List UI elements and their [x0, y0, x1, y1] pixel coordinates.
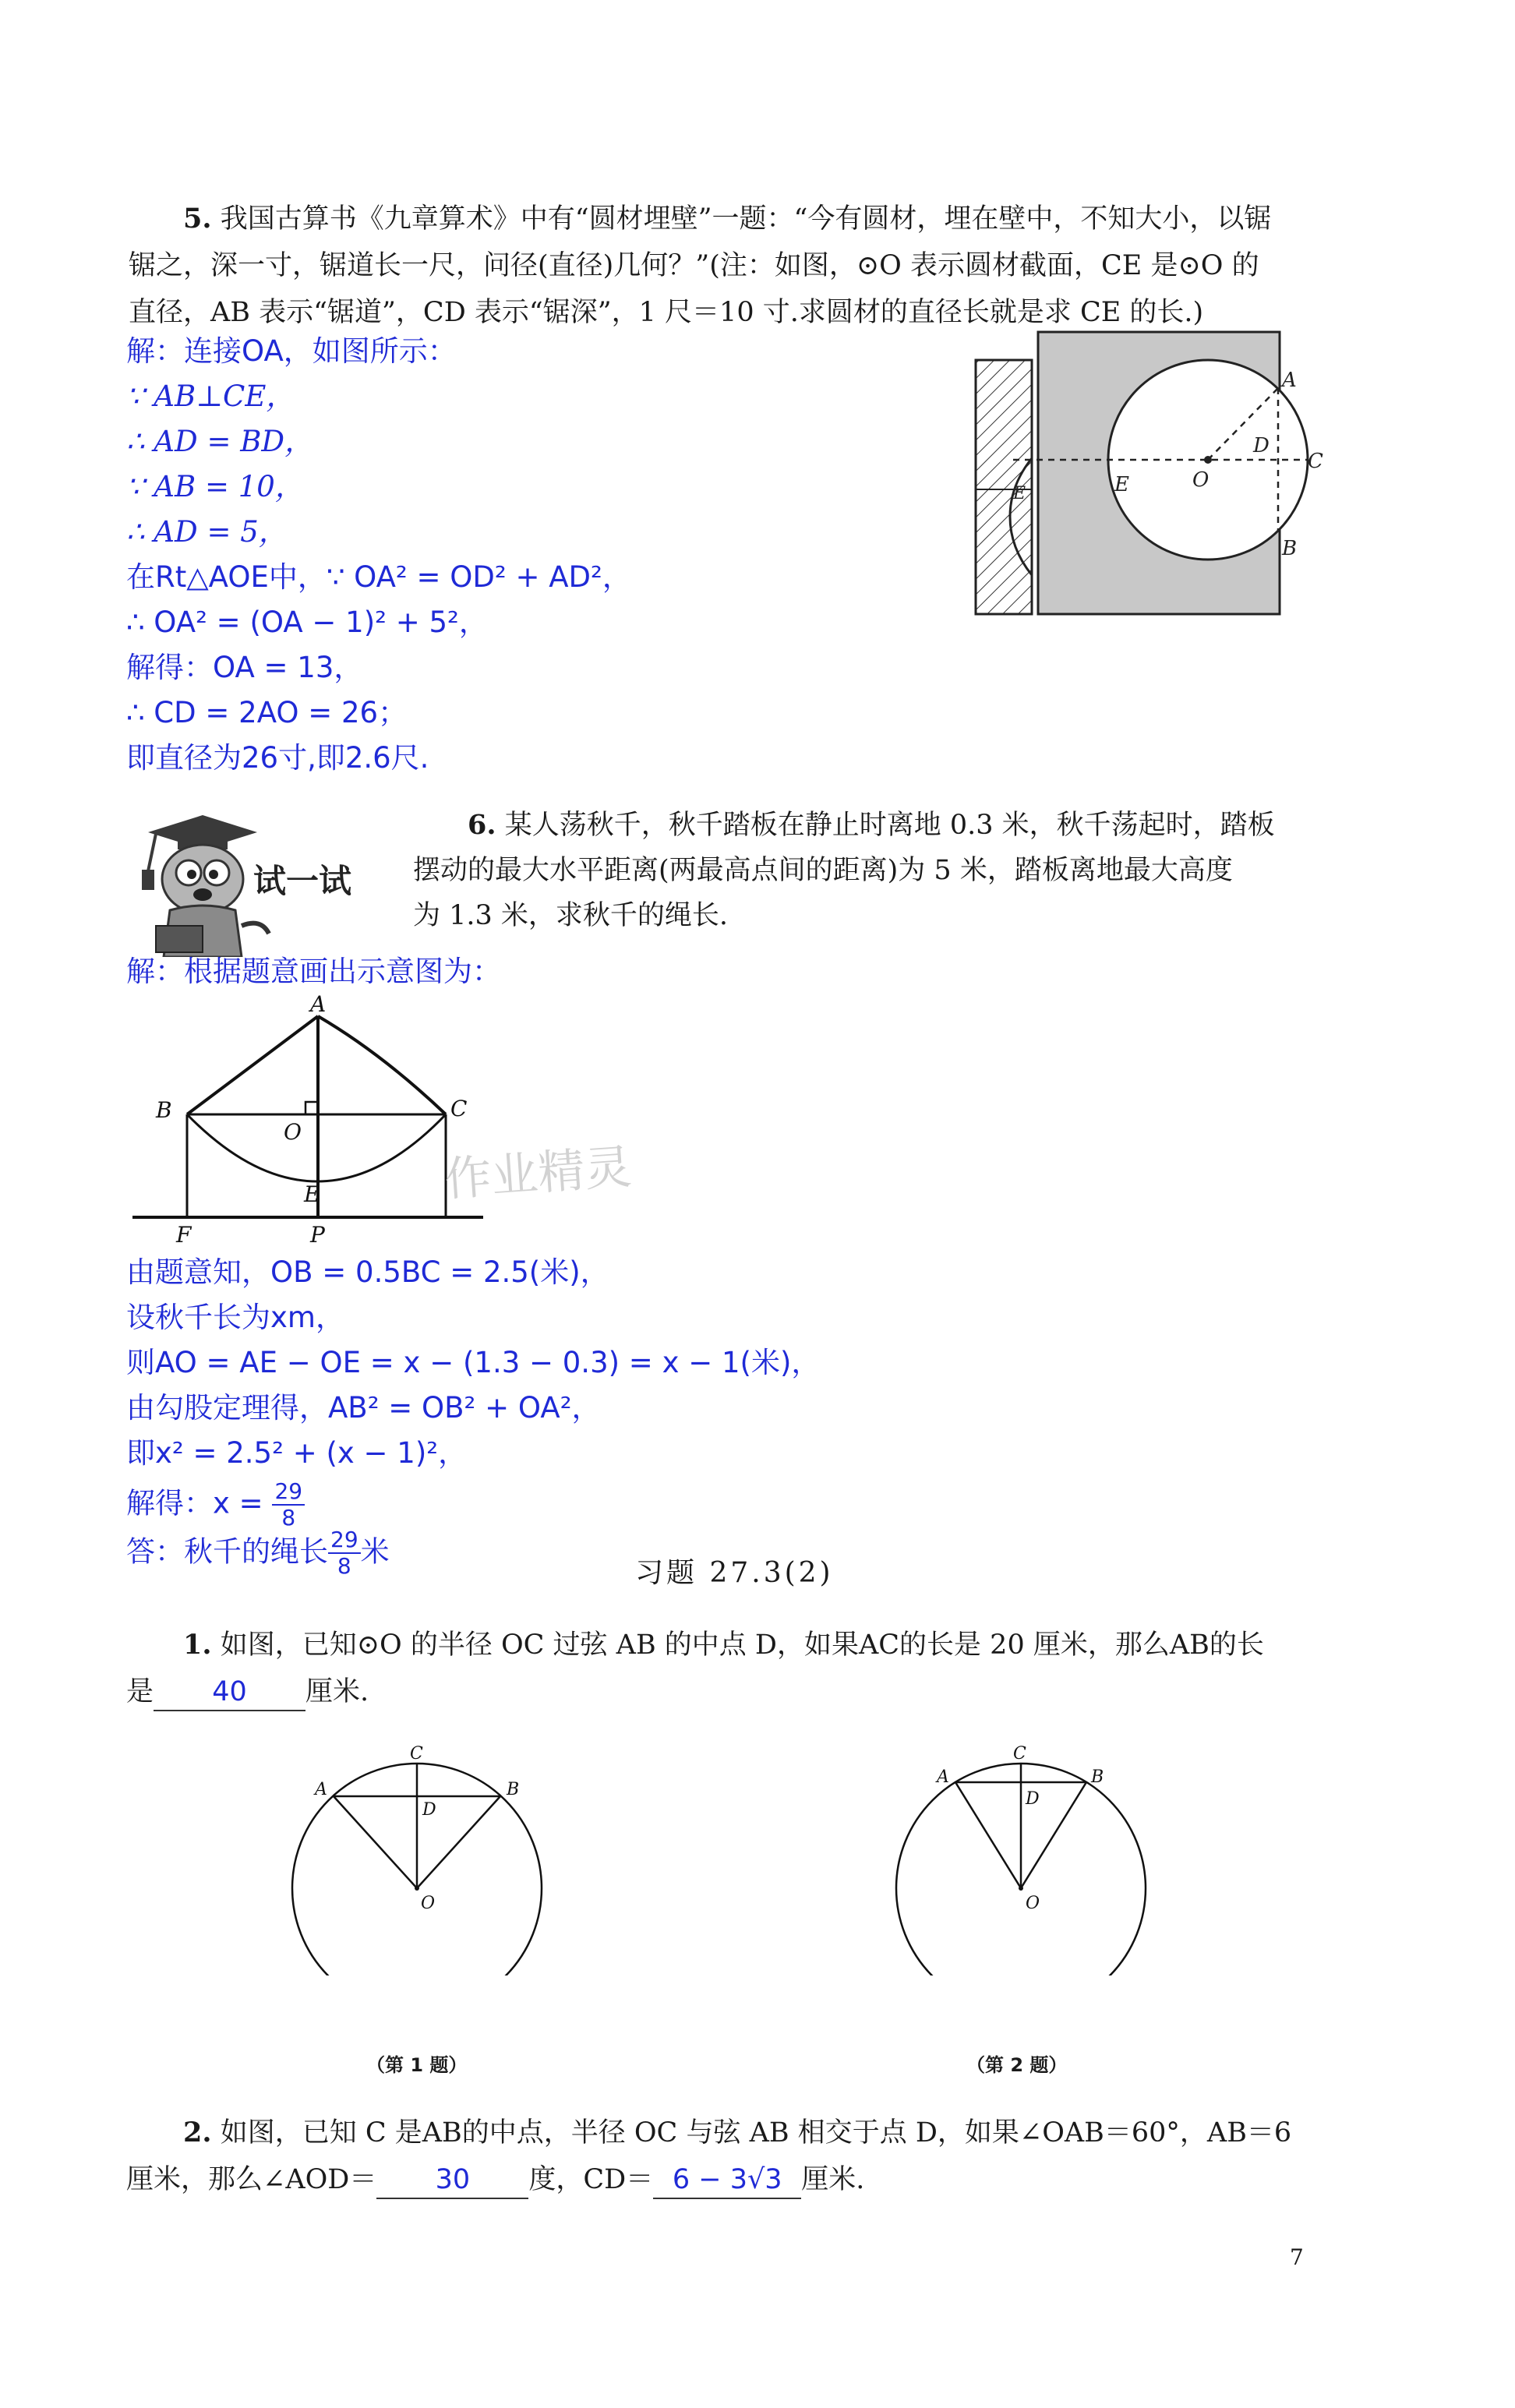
figure-2-caption: （第 2 题） — [966, 2054, 1068, 2076]
section-title: 习题 27.3(2) — [635, 1557, 834, 1589]
problem6-line2: 摆动的最大水平距离(两最高点间的距离)为 5 米，踏板离地最大高度 — [413, 855, 1233, 886]
label-b: B — [1091, 1767, 1104, 1787]
q2-line2: 厘米，那么∠AOD＝ 30 度，CD＝ 6 − 3√3 厘米. — [126, 2157, 864, 2202]
solution-line: 在Rt△AOE中，∵ OA² = OD² + AD²， — [126, 560, 631, 594]
solution-line: 解得：OA = 13， — [126, 651, 363, 684]
label-p: P — [310, 1222, 325, 1248]
solution-line: 设秋千长为xm， — [126, 1301, 344, 1334]
label-e: E — [1114, 473, 1129, 496]
q2-cd-answer-blank[interactable]: 6 − 3√3 — [653, 2162, 801, 2199]
fraction: $\frac{29}{8}$ — [328, 1529, 361, 1577]
swing-figure — [125, 991, 491, 1248]
q1-number: 1. — [183, 1629, 212, 1661]
page-number: 7 — [1290, 2244, 1304, 2270]
label-a: A — [310, 991, 327, 1017]
solution-line: 解：连接OA，如图所示： — [126, 334, 457, 368]
q2-number: 2. — [183, 2117, 212, 2148]
figure-1-caption: （第 1 题） — [366, 2054, 468, 2076]
label-a: A — [1282, 369, 1297, 392]
label-o: O — [284, 1119, 302, 1145]
try-it-badge — [125, 801, 374, 957]
watermark: 作业精灵 — [443, 1139, 634, 1208]
label-b: B — [1282, 537, 1298, 560]
label-o: O — [1192, 468, 1210, 492]
solution-line: ∴ CD = 2AO = 26； — [126, 696, 408, 729]
problem5-line2: 锯之，深一寸，锯道长一尺，问径(直径)几何？”(注：如图，⊙O 表示圆材截面，CE 是⊙O 的 — [129, 250, 1259, 281]
q2-line1: 2. 如图，已知 C 是AB的中点，半径 OC 与弦 AB 相交于点 D，如果∠OAB＝60°，AB＝6 — [183, 2117, 1292, 2148]
label-e: E — [304, 1181, 320, 1207]
figure-2 — [881, 1734, 1161, 1975]
label-f: F — [176, 1222, 192, 1248]
label-c: C — [410, 1744, 423, 1764]
problem5-number: 5. — [183, 203, 212, 235]
problem6-number: 6. — [468, 809, 496, 841]
label-b: B — [156, 1097, 172, 1123]
problem5-line1: 5. 我国古算书《九章算术》中有“圆材埋壁”一题：“今有圆材，埋在壁中，不知大小，以锯 — [183, 203, 1272, 235]
label-a: A — [937, 1767, 949, 1787]
q1-line2: 是 40 厘米. — [126, 1669, 369, 1714]
label-c: C — [450, 1096, 468, 1121]
solution-line: ∴ AD = BD， — [126, 425, 314, 458]
solution-line: ∴ AD = 5， — [126, 515, 288, 549]
label-c: C — [1308, 450, 1323, 473]
solution-line: 即直径为26寸,即2.6尺. — [126, 741, 429, 775]
label-b: B — [507, 1780, 520, 1799]
label-o: O — [421, 1894, 436, 1913]
q1-line1: 1. 如图，已知⊙O 的半径 OC 过弦 AB 的中点 D，如果AC的长是 20 厘米，那么AB的长 — [183, 1629, 1264, 1661]
label-c: C — [1013, 1744, 1026, 1764]
solution-line: ∵ AB⊥CE， — [126, 380, 295, 413]
problem5-line3: 直径，AB 表示“锯道”，CD 表示“锯深”，1 尺＝10 寸.求圆材的直径长就是求 CE 的长.) — [129, 297, 1204, 328]
answer-line: 答：秋千的绳长 $\frac{29}{8}$ 米 — [126, 1527, 390, 1579]
solution-line: 即x² = 2.5² + (x − 1)²， — [126, 1436, 468, 1470]
solution-line: 由题意知，OB = 0.5BC = 2.5(米)， — [126, 1255, 609, 1289]
badge-label: 试一试 — [253, 862, 352, 900]
label-d: D — [1253, 434, 1270, 457]
label-d: D — [1026, 1789, 1040, 1809]
label-d: D — [422, 1800, 436, 1820]
solution-line: 则AO = AE − OE = x − (1.3 − 0.3) = x − 1(米)， — [126, 1346, 821, 1379]
solution-line: ∵ AB = 10， — [126, 470, 304, 503]
round-timber-figure — [966, 326, 1340, 622]
label-e-wall: E — [1013, 484, 1026, 503]
problem6-line1: 6. 某人荡秋千，秋千踏板在静止时离地 0.3 米，秋千荡起时，踏板 — [468, 809, 1275, 841]
fraction: $\frac{29}{8}$ — [272, 1481, 305, 1529]
problem6-line3: 为 1.3 米，求秋千的绳长. — [413, 900, 729, 931]
label-a: A — [315, 1780, 327, 1799]
solution-line: ∴ OA² = (OA − 1)² + 5²， — [126, 606, 488, 639]
figure-1 — [281, 1734, 561, 1975]
solution-line: 由勾股定理得，AB² = OB² + OA²， — [126, 1391, 601, 1425]
solve-line: 解得：x = $\frac{29}{8}$ — [126, 1481, 305, 1529]
q1-answer-blank[interactable]: 40 — [154, 1674, 305, 1711]
q2-angle-answer-blank[interactable]: 30 — [376, 2162, 528, 2199]
label-o: O — [1026, 1894, 1040, 1913]
problem6-solution-intro: 解：根据题意画出示意图为： — [126, 955, 501, 988]
